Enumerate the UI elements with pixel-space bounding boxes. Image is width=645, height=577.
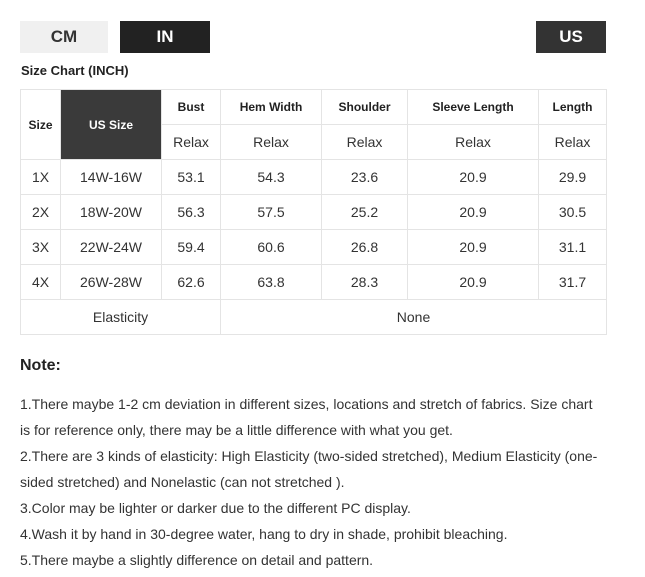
- subheader-relax: Relax: [539, 125, 607, 160]
- header-size: Size: [21, 90, 61, 160]
- cell-sleeve-length: 20.9: [408, 230, 539, 265]
- header-length: Length: [539, 90, 607, 125]
- cell-us-size: 14W-16W: [61, 160, 162, 195]
- unit-tab-in[interactable]: IN: [120, 21, 210, 53]
- elasticity-row: [21, 300, 607, 335]
- header-sleeve-length: Sleeve Length: [408, 90, 539, 125]
- note-item: 4.Wash it by hand in 30-degree water, hang to dry in shade, prohibit bleaching.: [20, 526, 508, 542]
- size-chart-table: [20, 89, 607, 335]
- cell-sleeve-length: 20.9: [408, 265, 539, 300]
- cell-us-size: 26W-28W: [61, 265, 162, 300]
- header-hem-width: Hem Width: [221, 90, 322, 125]
- cell-size: 1X: [21, 160, 61, 195]
- cell-bust: 56.3: [162, 195, 221, 230]
- cell-shoulder: 23.6: [322, 160, 408, 195]
- subheader-relax: Relax: [221, 125, 322, 160]
- cell-bust: 53.1: [162, 160, 221, 195]
- cell-sleeve-length: 20.9: [408, 195, 539, 230]
- cell-us-size: 22W-24W: [61, 230, 162, 265]
- note-item: 2.There are 3 kinds of elasticity: High Elasticity (two-sided stretched), Medium Elasticity (one-sided stretched) and Nonelastic (can not stretched ).: [20, 448, 598, 490]
- cell-bust: 62.6: [162, 265, 221, 300]
- cell-length: 30.5: [539, 195, 607, 230]
- cell-hem-width: 63.8: [221, 265, 322, 300]
- cell-shoulder: 25.2: [322, 195, 408, 230]
- subheader-relax: Relax: [408, 125, 539, 160]
- size-chart-title: Size Chart (INCH): [21, 63, 129, 78]
- note-item: 1.There maybe 1-2 cm deviation in different sizes, locations and stretch of fabrics. Size chart is for reference only, there may be a little difference with what you get.: [20, 396, 593, 438]
- cell-us-size: 18W-20W: [61, 195, 162, 230]
- table-row: [21, 160, 607, 195]
- note-item: 3.Color may be lighter or darker due to the different PC display.: [20, 500, 411, 516]
- table-row: [21, 195, 607, 230]
- note-item: 5.There maybe a slightly difference on detail and pattern.: [20, 552, 374, 568]
- header-bust: Bust: [162, 90, 221, 125]
- unit-tab-us[interactable]: US: [536, 21, 606, 53]
- cell-size: 4X: [21, 265, 61, 300]
- cell-length: 31.7: [539, 265, 607, 300]
- notes-title: Note:: [20, 357, 61, 374]
- table-header-row: [21, 90, 607, 125]
- cell-sleeve-length: 20.9: [408, 160, 539, 195]
- cell-size: 3X: [21, 230, 61, 265]
- cell-hem-width: 54.3: [221, 160, 322, 195]
- notes-list: [20, 391, 600, 573]
- cell-length: 31.1: [539, 230, 607, 265]
- cell-bust: 59.4: [162, 230, 221, 265]
- subheader-relax: Relax: [322, 125, 408, 160]
- cell-hem-width: 60.6: [221, 230, 322, 265]
- header-shoulder: Shoulder: [322, 90, 408, 125]
- unit-tab-cm[interactable]: CM: [20, 21, 108, 53]
- cell-size: 2X: [21, 195, 61, 230]
- subheader-relax: Relax: [162, 125, 221, 160]
- cell-hem-width: 57.5: [221, 195, 322, 230]
- elasticity-label: Elasticity: [21, 300, 221, 335]
- table-row: [21, 230, 607, 265]
- cell-shoulder: 26.8: [322, 230, 408, 265]
- cell-shoulder: 28.3: [322, 265, 408, 300]
- elasticity-value: None: [221, 300, 607, 335]
- table-row: [21, 265, 607, 300]
- header-us-size: US Size: [61, 90, 162, 160]
- cell-length: 29.9: [539, 160, 607, 195]
